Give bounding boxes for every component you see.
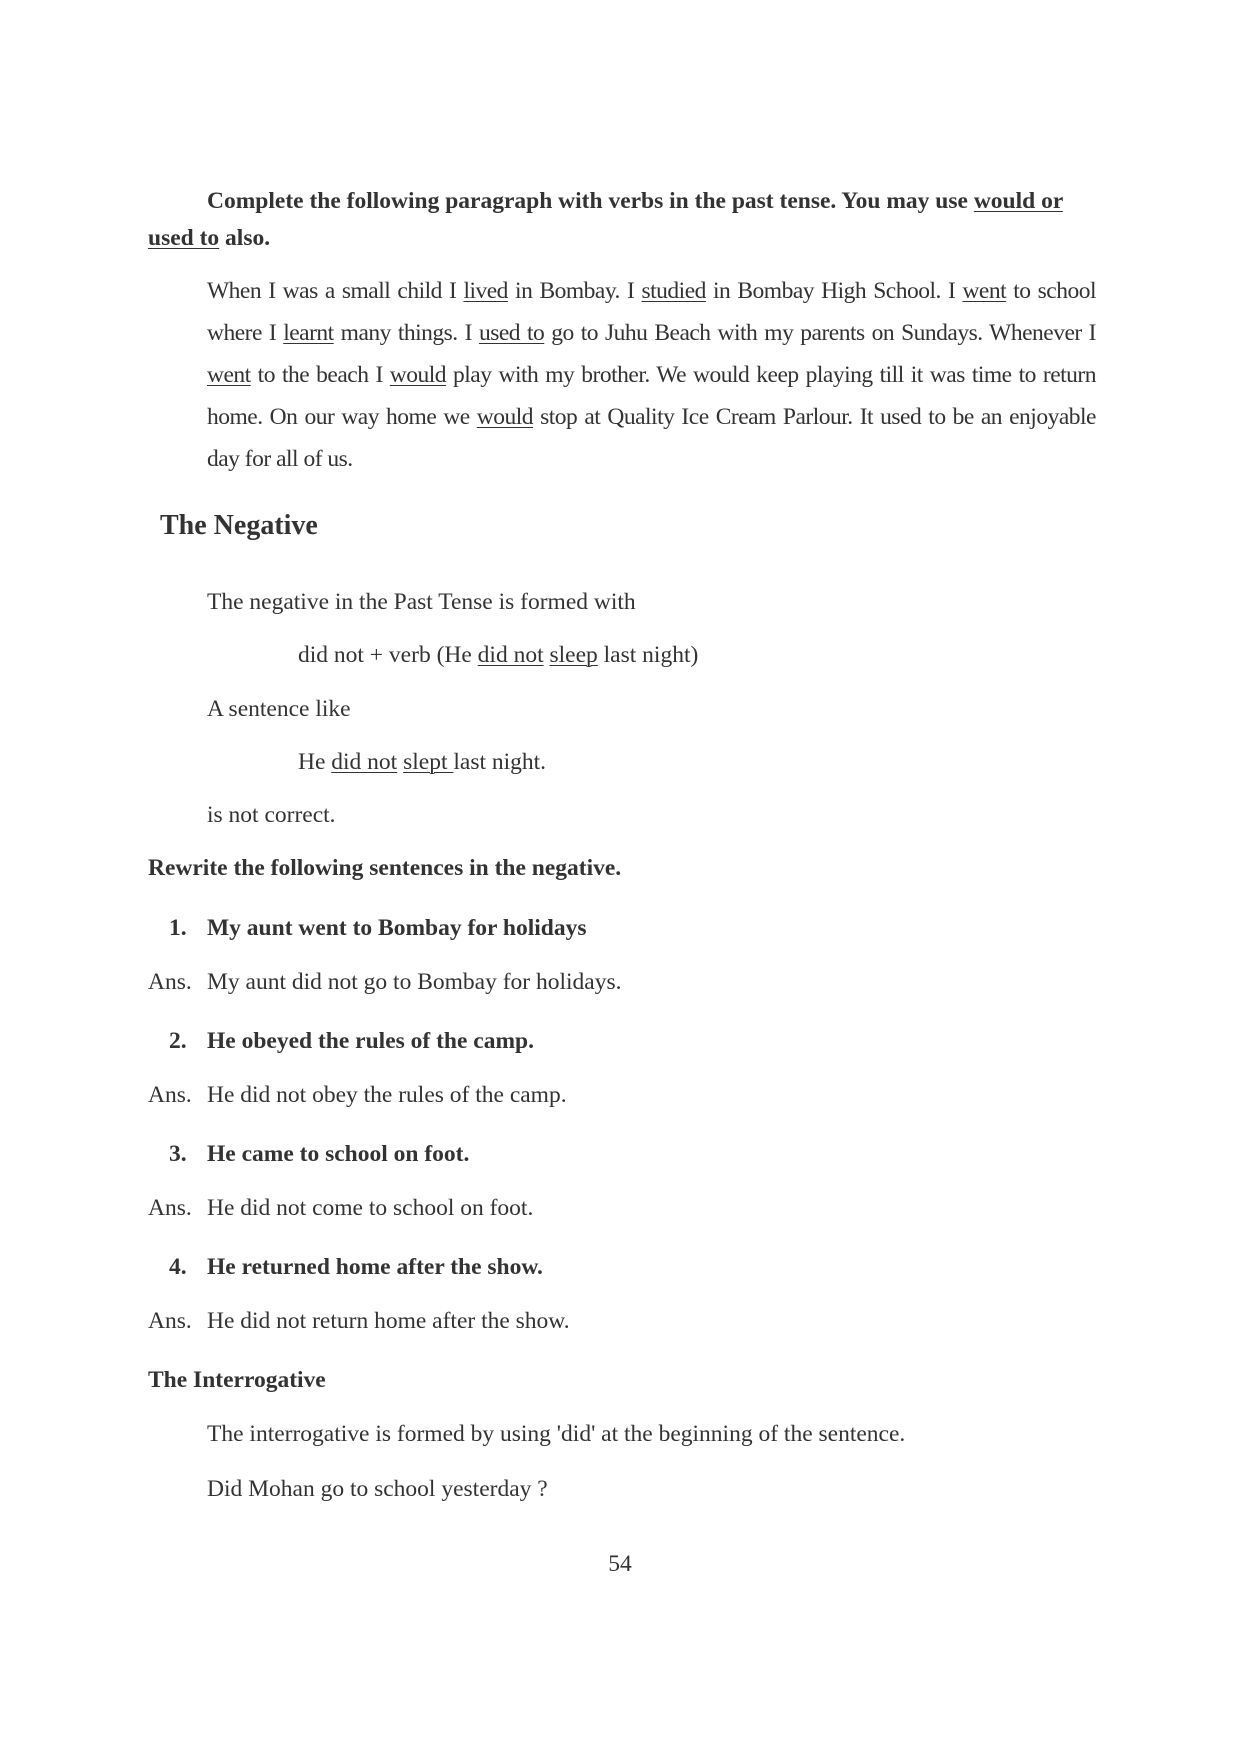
example-underlined: sleep bbox=[549, 642, 598, 668]
negative-example-correct bbox=[298, 640, 698, 670]
paragraph-text: in Bombay. I bbox=[507, 278, 642, 304]
question-number: 2. bbox=[169, 1028, 187, 1054]
exercise-question bbox=[169, 1026, 534, 1056]
paragraph-answer-verb: would bbox=[389, 362, 447, 388]
example-underlined: slept bbox=[403, 749, 454, 775]
section-heading-interrogative: The Interrogative bbox=[148, 1367, 326, 1393]
answer-text: My aunt did not go to Bombay for holidays. bbox=[207, 969, 622, 995]
paragraph-text: in Bombay High School. I bbox=[705, 278, 963, 304]
paragraph-answer-verb: used to bbox=[478, 320, 545, 346]
paragraph-answer-verb: went bbox=[962, 278, 1007, 304]
answer-text: He did not come to school on foot. bbox=[207, 1195, 534, 1221]
exercise-question bbox=[169, 1252, 543, 1282]
example-underlined: did not bbox=[477, 642, 544, 668]
paragraph-answer-verb: learnt bbox=[283, 320, 334, 346]
answer-label: Ans. bbox=[148, 1195, 192, 1221]
answer-label: Ans. bbox=[148, 969, 192, 995]
paragraph-text: go to Juhu Beach with my parents on Sundays. Whenever I bbox=[544, 320, 1097, 346]
example-text: last night) bbox=[597, 642, 699, 668]
paragraph-answer-verb: went bbox=[207, 362, 251, 388]
section-heading-negative: The Negative bbox=[160, 510, 318, 541]
negative-intro-text: The negative in the Past Tense is formed with bbox=[207, 589, 636, 615]
question-number: 1. bbox=[169, 915, 187, 941]
interrogative-example: Did Mohan go to school yesterday ? bbox=[207, 1476, 548, 1502]
interrogative-intro-text: The interrogative is formed by using 'did' at the beginning of the sentence. bbox=[207, 1421, 906, 1447]
exercise-question bbox=[169, 1139, 469, 1169]
instruction-underlined-used-to: used to bbox=[148, 225, 220, 251]
example-text: last night. bbox=[453, 749, 547, 775]
exercise-question bbox=[169, 913, 587, 943]
question-text: He came to school on foot. bbox=[207, 1141, 470, 1167]
rewrite-instruction: Rewrite the following sentences in the negative. bbox=[148, 855, 622, 881]
question-text: He returned home after the show. bbox=[207, 1254, 543, 1280]
page-number: 54 bbox=[608, 1551, 632, 1577]
exercise-answer bbox=[148, 967, 622, 997]
completed-paragraph bbox=[207, 270, 1096, 480]
paragraph-text: many things. I bbox=[333, 320, 479, 346]
negative-example-incorrect bbox=[298, 747, 546, 777]
answer-text: He did not obey the rules of the camp. bbox=[207, 1082, 567, 1108]
paragraph-text: stop at Quality Ice Cream Parlour. It used to be an enjoyable day for all of us. bbox=[207, 404, 1096, 472]
question-text: He obeyed the rules of the camp. bbox=[207, 1028, 534, 1054]
question-text: My aunt went to Bombay for holidays bbox=[207, 915, 587, 941]
instruction-text: Complete the following paragraph with verbs in the past tense. You may use bbox=[207, 188, 974, 214]
example-text: did not + verb (He bbox=[298, 642, 478, 668]
exercise-answer bbox=[148, 1306, 570, 1336]
question-number: 4. bbox=[169, 1254, 187, 1280]
answer-label: Ans. bbox=[148, 1082, 192, 1108]
paragraph-text: play with my brother. We would keep playing till it was time to return home. On our way home we bbox=[207, 362, 1096, 430]
question-number: 3. bbox=[169, 1141, 187, 1167]
not-correct-text: is not correct. bbox=[207, 802, 336, 828]
instruction-underlined-would-or: would or bbox=[973, 188, 1063, 214]
paragraph-answer-verb: lived bbox=[463, 278, 508, 304]
exercise-answer bbox=[148, 1080, 567, 1110]
sentence-like-text: A sentence like bbox=[207, 696, 351, 722]
paragraph-answer-verb: studied bbox=[641, 278, 706, 304]
answer-label: Ans. bbox=[148, 1308, 192, 1334]
exercise-instruction bbox=[148, 183, 1096, 257]
paragraph-answer-verb: would bbox=[476, 404, 534, 430]
answer-text: He did not return home after the show. bbox=[207, 1308, 570, 1334]
example-underlined: did not bbox=[331, 749, 398, 775]
exercise-answer bbox=[148, 1193, 533, 1223]
instruction-suffix: also. bbox=[219, 225, 271, 251]
paragraph-text: to school where I bbox=[207, 278, 1096, 346]
example-text: He bbox=[298, 749, 332, 775]
paragraph-text: When I was a small child I bbox=[207, 278, 464, 304]
paragraph-text: to the beach I bbox=[250, 362, 390, 388]
